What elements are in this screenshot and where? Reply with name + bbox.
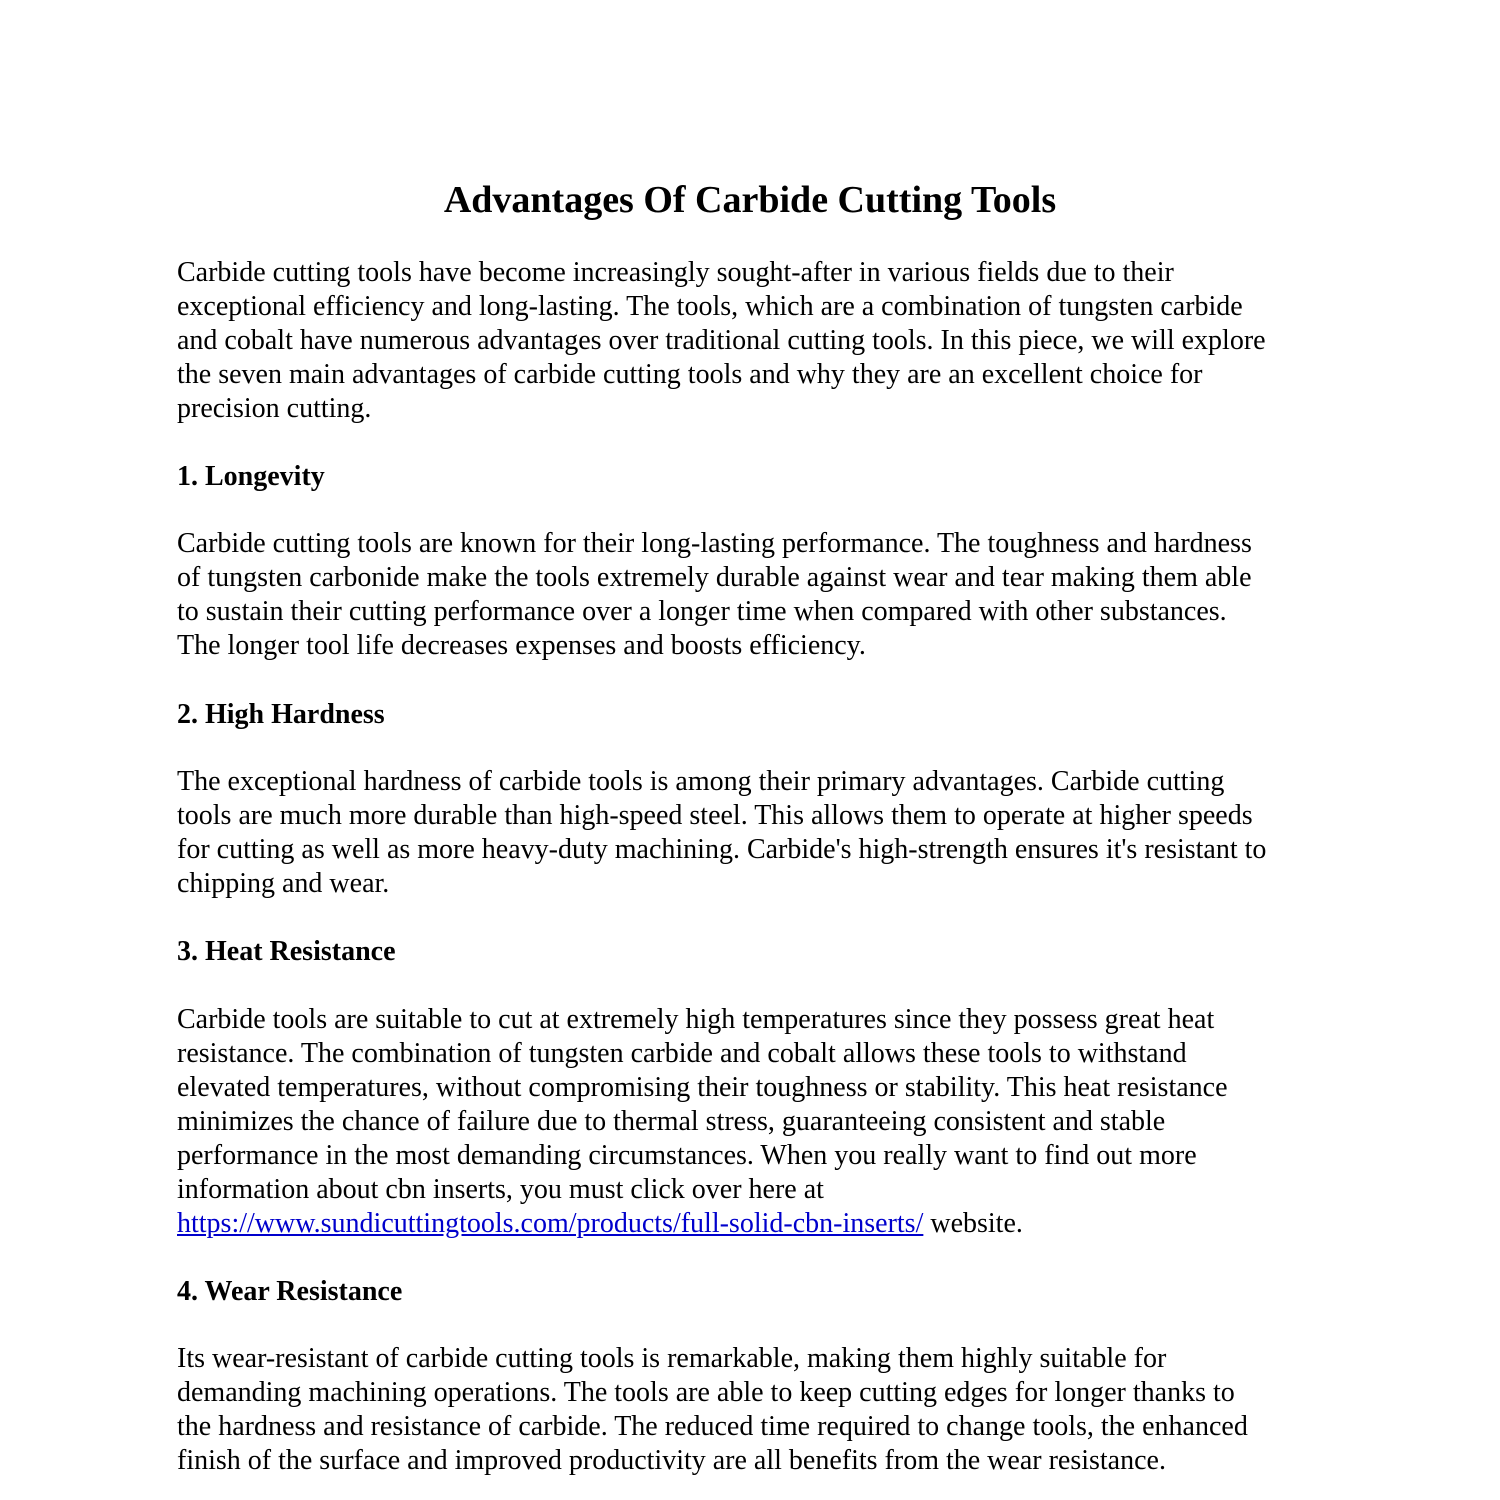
text-line: the hardness and resistance of carbide. The reduced time required to change tools, the enhanced — [177, 1411, 1248, 1442]
link-line — [177, 1207, 1337, 1241]
text-line: performance in the most demanding circumstances. When you really want to find out more — [177, 1140, 1197, 1171]
section-heading-high-hardness: 2. High Hardness — [177, 699, 385, 730]
page-title: Advantages Of Carbide Cutting Tools — [443, 179, 1057, 221]
text-line: The exceptional hardness of carbide tools is among their primary advantages. Carbide cutting — [177, 766, 1225, 797]
link-suffix-text: website. — [923, 1208, 1023, 1239]
text-line: chipping and wear. — [177, 868, 390, 899]
text-line: Carbide cutting tools have become increasingly sought-after in various fields due to their — [177, 257, 1174, 288]
text-line: finish of the surface and improved productivity are all benefits from the wear resistance. — [177, 1445, 1166, 1476]
cbn-inserts-link[interactable]: https://www.sundicuttingtools.com/products/full-solid-cbn-inserts/ — [177, 1208, 924, 1239]
text-line: information about cbn inserts, you must click over here at — [177, 1174, 824, 1205]
text-line: for cutting as well as more heavy-duty machining. Carbide's high-strength ensures it's resistant to — [177, 834, 1267, 865]
text-line: The longer tool life decreases expenses and boosts efficiency. — [177, 630, 866, 661]
text-line: Its wear-resistant of carbide cutting tools is remarkable, making them highly suitable for — [177, 1343, 1167, 1374]
text-line: of tungsten carbonide make the tools extremely durable against wear and tear making them able — [177, 562, 1252, 593]
text-line: resistance. The combination of tungsten carbide and cobalt allows these tools to withstand — [177, 1038, 1187, 1069]
text-line: tools are much more durable than high-speed steel. This allows them to operate at higher speeds — [177, 800, 1253, 831]
section-heading-heat-resistance: 3. Heat Resistance — [177, 936, 396, 967]
section-paragraph-high-hardness — [177, 765, 1337, 901]
text-line: demanding machining operations. The tools are able to keep cutting edges for longer thanks to — [177, 1377, 1235, 1408]
text-line: the seven main advantages of carbide cutting tools and why they are an excellent choice for — [177, 359, 1203, 390]
section-paragraph-wear-resistance — [177, 1342, 1337, 1478]
text-line: Carbide tools are suitable to cut at extremely high temperatures since they possess great heat — [177, 1004, 1215, 1035]
text-line: Carbide cutting tools are known for their long-lasting performance. The toughness and hardness — [177, 528, 1252, 559]
text-line: exceptional efficiency and long-lasting. The tools, which are a combination of tungsten carbide — [177, 291, 1243, 322]
text-line: precision cutting. — [177, 393, 372, 424]
section-heading-longevity: 1. Longevity — [177, 461, 325, 492]
section-paragraph-longevity — [177, 527, 1337, 663]
text-line: minimizes the chance of failure due to thermal stress, guaranteeing consistent and stable — [177, 1106, 1166, 1137]
section-paragraph-heat-resistance — [177, 1003, 1337, 1241]
intro-paragraph — [177, 256, 1337, 426]
text-line: to sustain their cutting performance over a longer time when compared with other substances. — [177, 596, 1227, 627]
section-heading-wear-resistance: 4. Wear Resistance — [177, 1276, 403, 1307]
text-line: and cobalt have numerous advantages over traditional cutting tools. In this piece, we will explore — [177, 325, 1266, 356]
text-line: elevated temperatures, without compromising their toughness or stability. This heat resistance — [177, 1072, 1228, 1103]
